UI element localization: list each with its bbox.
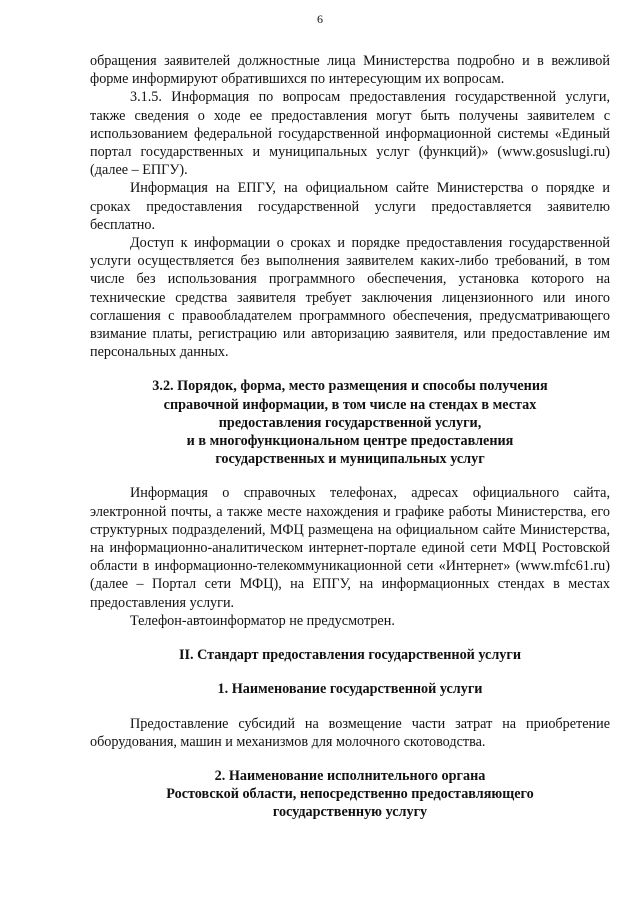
paragraph-autoinformer: Телефон-автоинформатор не предусмотрен. [130,612,395,629]
part-2-heading: II. Стандарт предоставления государственной услуги [178,647,522,664]
paragraph-3-1-5: 3.1.5. Информация по вопросам предоставления государственной услуги, также сведения о ходе ее предоставления могут быть получены заявителем с использованием федеральной государственной информационной системы «Единый портал государственных и муниципальных услуг (функций)» (www.gosuslugi.ru) (далее – ЕПГУ). [90,89,610,179]
paragraph-contacts: Информация о справочных телефонах, адресах официального сайта, электронной почты, а также месте нахождения и графике работы Министерства, его структурных подразделений, МФЦ размещена на официальном сайте Министерства, на информационно-аналитическом интернет-портале единой сети МФЦ Ростовской области в информационно-телекоммуникационной сети «Интернет» (www.mfc61.ru) (далее – Портал сети МФЦ), на ЕПГУ, на информационных стендах в местах предоставления услуги. [90,485,610,611]
heading-line: справочной информации, в том числе на стендах в местах [163,396,537,413]
section-1-heading: 1. Наименование государственной услуги [217,681,483,698]
heading-line: 2. Наименование исполнительного органа [214,767,486,784]
heading-line: Ростовской области, непосредственно предоставляющего [166,786,534,803]
heading-line: и в многофункциональном центре предоставления [186,433,514,450]
document-body [90,52,610,822]
heading-line: предоставления государственной услуги, [218,414,482,431]
page-number: 6 [317,12,323,26]
section-2-heading [90,767,610,822]
heading-line: государственных и муниципальных услуг [215,451,485,468]
paragraph-1: обращения заявителей должностные лица Министерства подробно и в вежливой форме информируют обратившихся по интересующим их вопросам. [90,53,610,88]
paragraph-access: Доступ к информации о сроках и порядке предоставления государственной услуги осуществляется без выполнения заявителем каких-либо требований, в том числе без использования программного обеспечения, установка которого на технические средства заявителя требует заключения лицензионного или иного соглашения с правообладателем программного обеспечения, предусматривающего взимание платы, регистрацию или авторизацию заявителя, или предоставление им персональных данных. [90,235,610,361]
service-name-text: Предоставление субсидий на возмещение части затрат на приобретение оборудования, машин и механизмов для молочного скотоводства. [90,715,610,750]
heading-line: 3.2. Порядок, форма, место размещения и способы получения [152,378,548,395]
paragraph-epgu-info: Информация на ЕПГУ, на официальном сайте Министерства о порядке и сроках предоставления государственной услуги предоставляется заявителю бесплатно. [90,180,610,233]
section-3-2-heading [90,377,610,468]
heading-line: государственную услугу [272,804,428,821]
